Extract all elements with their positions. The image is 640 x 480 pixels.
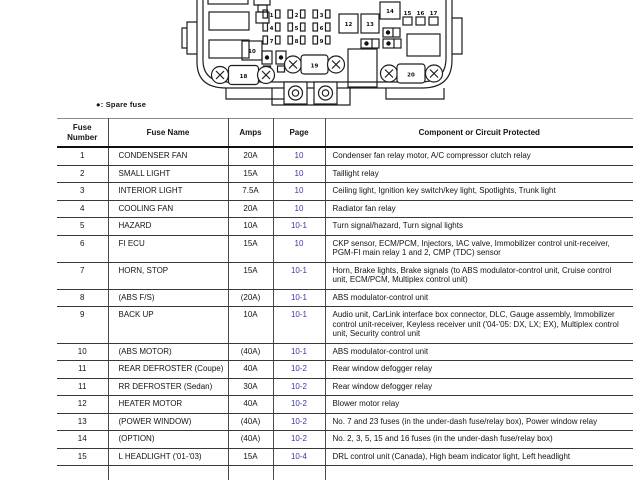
page-link[interactable]: 10-1 xyxy=(273,307,325,344)
component-cell: Ceiling light, Ignition key switch/key light, Spotlights, Trunk light xyxy=(325,183,633,201)
header-fuse-name: Fuse Name xyxy=(108,119,228,148)
amps-cell: 20A xyxy=(228,147,273,165)
page-link[interactable]: 10-1 xyxy=(273,262,325,289)
table-row xyxy=(57,378,633,396)
component-cell: Horn, Brake lights, Brake signals (to ABS modulator-control unit, Cruise control unit, ECM/PCM, Multiplex control unit) xyxy=(325,262,633,289)
table-row xyxy=(57,307,633,344)
fuse-grid-1-9 xyxy=(263,10,330,45)
fuse-18 xyxy=(212,66,275,85)
fuse-10-label: 10 xyxy=(248,49,256,55)
fuse-12-label: 12 xyxy=(344,22,353,28)
page-link[interactable]: 10-1 xyxy=(273,343,325,361)
component-cell: No. 7 and 23 fuses (in the under-dash fuse/relay box), Power window relay xyxy=(325,413,633,431)
fuse-name-cell: COOLING FAN xyxy=(108,200,228,218)
page-link[interactable]: 10-2 xyxy=(273,431,325,449)
page-link[interactable]: 10-2 xyxy=(273,378,325,396)
fuse-4-label: 4 xyxy=(269,25,274,32)
fuse-box-schematic xyxy=(0,0,640,116)
header-page: Page xyxy=(273,119,325,148)
fuse-13-label: 13 xyxy=(366,22,374,28)
component-cell: Condenser fan relay motor, A/C compressor clutch relay xyxy=(325,147,633,165)
table-row xyxy=(57,183,633,201)
amps-cell: (40A) xyxy=(228,431,273,449)
table-row xyxy=(57,200,633,218)
fuse-number-cell: 11 xyxy=(57,361,108,379)
component-cell: No. 2, 3, 5, 15 and 16 fuses (in the under-dash fuse/relay box) xyxy=(325,431,633,449)
fuse-18-label: 18 xyxy=(239,73,248,80)
fuse-name-cell xyxy=(108,466,228,480)
fuse-1-label: 1 xyxy=(269,12,274,19)
fuse-13 xyxy=(361,14,379,33)
component-cell: ABS modulator-control unit xyxy=(325,289,633,307)
page-link[interactable]: 10-2 xyxy=(273,396,325,414)
table-row xyxy=(57,262,633,289)
table-row xyxy=(57,448,633,466)
fuse-name-cell: (ABS F/S) xyxy=(108,289,228,307)
component-cell: Blower motor relay xyxy=(325,396,633,414)
component-cell: Turn signal/hazard, Turn signal lights xyxy=(325,218,633,236)
fuse-7-label: 7 xyxy=(269,38,274,45)
header-fuse-number: Fuse Number xyxy=(57,119,108,148)
fuse-name-cell: L HEADLIGHT ('01-'03) xyxy=(108,448,228,466)
fuse-9-label: 9 xyxy=(319,38,324,45)
fuse-number-cell: 15 xyxy=(57,448,108,466)
fuse-12 xyxy=(339,14,358,33)
amps-cell: 10A xyxy=(228,307,273,344)
fuse-number-cell: 12 xyxy=(57,396,108,414)
spare-fuse-legend: ●: Spare fuse xyxy=(96,100,147,109)
page-link xyxy=(273,466,325,480)
amps-cell: 20A xyxy=(228,200,273,218)
fuses-15-16-17 xyxy=(403,11,438,25)
amps-cell: 15A xyxy=(228,235,273,262)
amps-cell: (20A) xyxy=(228,289,273,307)
fuse-name-cell: BACK UP xyxy=(108,307,228,344)
fuse-number-cell: 9 xyxy=(57,307,108,344)
fuse-number-cell: 2 xyxy=(57,165,108,183)
page-link[interactable]: 10-4 xyxy=(273,448,325,466)
fuse-16-label: 16 xyxy=(416,11,425,17)
component-cell: Radiator fan relay xyxy=(325,200,633,218)
header-amps: Amps xyxy=(228,119,273,148)
amps-cell: 40A xyxy=(228,396,273,414)
amps-cell: 15A xyxy=(228,448,273,466)
fuse-name-cell: SMALL LIGHT xyxy=(108,165,228,183)
table-row xyxy=(57,413,633,431)
mounting-screws xyxy=(284,82,337,104)
fuse-name-cell: CONDENSER FAN xyxy=(108,147,228,165)
fuse-table xyxy=(57,118,633,480)
table-row xyxy=(57,343,633,361)
page-link[interactable]: 10-2 xyxy=(273,361,325,379)
table-row xyxy=(57,165,633,183)
fuse-number-cell: 4 xyxy=(57,200,108,218)
amps-cell: (40A) xyxy=(228,413,273,431)
fuse-number-cell xyxy=(57,466,108,480)
table-row xyxy=(57,361,633,379)
fuse-number-cell: 5 xyxy=(57,218,108,236)
table-row xyxy=(57,396,633,414)
amps-cell: 10A xyxy=(228,218,273,236)
fuse-name-cell: HEATER MOTOR xyxy=(108,396,228,414)
table-row xyxy=(57,235,633,262)
fuse-20 xyxy=(381,64,443,83)
fuse-8-label: 8 xyxy=(294,38,299,45)
fuse-name-cell: HORN, STOP xyxy=(108,262,228,289)
fuse-number-cell: 7 xyxy=(57,262,108,289)
fuse-number-cell: 1 xyxy=(57,147,108,165)
page-link[interactable]: 10 xyxy=(273,200,325,218)
fuse-5-label: 5 xyxy=(294,25,299,32)
table-row xyxy=(57,431,633,449)
fuse-2-label: 2 xyxy=(294,12,299,19)
amps-cell: 7.5A xyxy=(228,183,273,201)
fuse-number-cell: 8 xyxy=(57,289,108,307)
amps-cell: 15A xyxy=(228,165,273,183)
table-header-row xyxy=(57,119,633,148)
component-cell: DRL control unit (Canada), High beam indicator light, Left headlight xyxy=(325,448,633,466)
component-cell: ABS modulator-control unit xyxy=(325,343,633,361)
table-row xyxy=(57,289,633,307)
fuse-name-cell: HAZARD xyxy=(108,218,228,236)
amps-cell: (40A) xyxy=(228,343,273,361)
amps-cell: 30A xyxy=(228,378,273,396)
fuse-name-cell: (POWER WINDOW) xyxy=(108,413,228,431)
fuse-15-label: 15 xyxy=(403,11,412,17)
fuse-number-cell: 10 xyxy=(57,343,108,361)
component-cell: Audio unit, CarLink interface box connector, DLC, Gauge assembly, Immobilizer control unit-receiver, Keyless receiver unit ('04-'05: DX, LX; EX), Multiplex control unit, Security control unit xyxy=(325,307,633,344)
page-link[interactable]: 10 xyxy=(273,183,325,201)
component-cell: Rear window defogger relay xyxy=(325,361,633,379)
fuse-10 xyxy=(242,41,262,60)
fuse-6-label: 6 xyxy=(319,25,324,32)
component-cell xyxy=(325,466,633,480)
fuse-17-label: 17 xyxy=(429,11,438,17)
table-row xyxy=(57,466,633,480)
fuse-14 xyxy=(380,2,400,19)
component-cell: Taillight relay xyxy=(325,165,633,183)
fuse-19 xyxy=(285,55,345,74)
fuse-name-cell: FI ECU xyxy=(108,235,228,262)
page-link[interactable]: 10 xyxy=(273,165,325,183)
fuse-name-cell: (ABS MOTOR) xyxy=(108,343,228,361)
fuse-number-cell: 13 xyxy=(57,413,108,431)
component-cell: Rear window defogger relay xyxy=(325,378,633,396)
fuse-19-label: 19 xyxy=(310,63,319,70)
fuse-20-label: 20 xyxy=(407,72,415,79)
table-row xyxy=(57,218,633,236)
fuse-name-cell: INTERIOR LIGHT xyxy=(108,183,228,201)
page-link[interactable]: 10-1 xyxy=(273,218,325,236)
fuse-number-cell: 6 xyxy=(57,235,108,262)
component-cell: CKP sensor, ECM/PCM, Injectors, IAC valve, Immobilizer control unit-receiver, PGM-FI main relay 1 and 2, CMP (TDC) sensor xyxy=(325,235,633,262)
fuse-14-label: 14 xyxy=(386,9,394,15)
amps-cell xyxy=(228,466,273,480)
fuse-3-label: 3 xyxy=(319,12,324,19)
page-link[interactable]: 10 xyxy=(273,147,325,165)
fuse-name-cell: (OPTION) xyxy=(108,431,228,449)
fuse-number-cell: 11 xyxy=(57,378,108,396)
fuse-name-cell: RR DEFROSTER (Sedan) xyxy=(108,378,228,396)
fuse-number-cell: 14 xyxy=(57,431,108,449)
header-component: Component or Circuit Protected xyxy=(325,119,633,148)
page-link[interactable]: 10-1 xyxy=(273,289,325,307)
page-link[interactable]: 10 xyxy=(273,235,325,262)
fuse-number-cell: 3 xyxy=(57,183,108,201)
fuse-box-diagram xyxy=(0,0,640,116)
page-link[interactable]: 10-2 xyxy=(273,413,325,431)
amps-cell: 15A xyxy=(228,262,273,289)
amps-cell: 40A xyxy=(228,361,273,379)
table-row xyxy=(57,147,633,165)
fuse-name-cell: REAR DEFROSTER (Coupe) xyxy=(108,361,228,379)
